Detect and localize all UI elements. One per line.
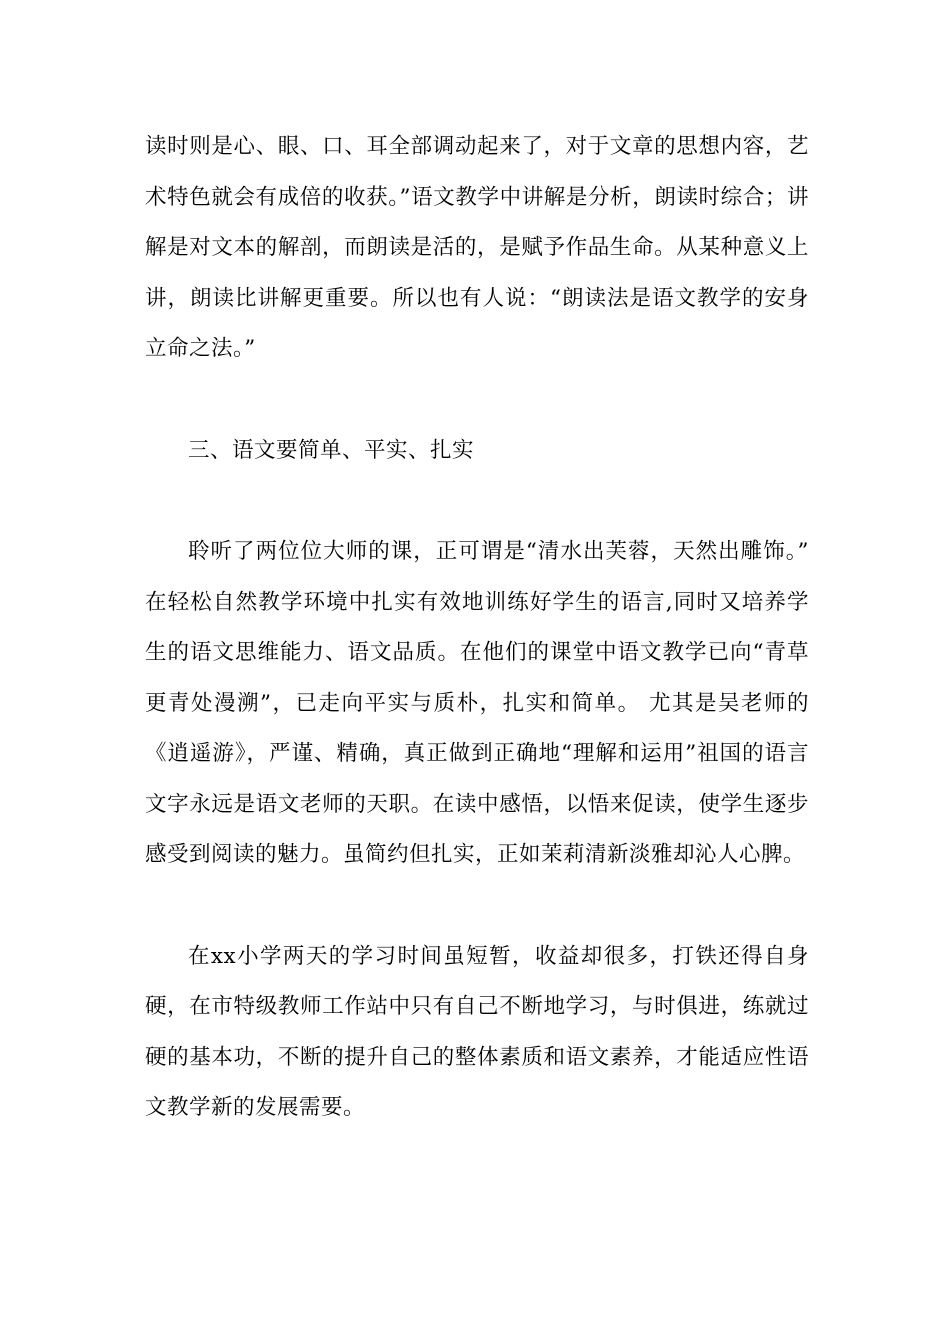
paragraph-reading-method: 读时则是心、眼、口、耳全部调动起来了，对于文章的思想内容，艺术特色就会有成倍的收获。”语文教学中讲解是分析，朗读时综合；讲解是对文本的解剖，而朗读是活的，是赋予作品生命。从某种意义上讲，朗读比讲解更重要。所以也有人说：“朗读法是语文教学的安身立命之法。” (145, 134, 809, 361)
paragraph-master-class: 聆听了两位位大师的课，正可谓是“清水出芙蓉，天然出雕饰。” 在轻松自然教学环境中扎实有效地训练好学生的语言,同时又培养学生的语文思维能力、语文品质。在他们的课堂中语文教学已向“青草更青处漫溯”，已走向平实与质朴，扎实和简单。 尤其是吴老师的《逍遥游》，严谨、精确，真正做到正确地“理解和运用”祖国的语言文字永远是语文老师的天职。在读中感悟，以悟来促读，使学生逐步感受到阅读的魅力。虽简约但扎实，正如茉莉清新淡雅却沁人心脾。 (145, 539, 809, 867)
document-body (145, 122, 809, 1134)
paragraph-spacer (145, 881, 809, 932)
paragraph-conclusion: 在xx小学两天的学习时间虽短暂，收益却很多，打铁还得自身硬，在市特级教师工作站中只有自己不断地学习，与时俱进，练就过硬的基本功，不断的提升自己的整体素质和语文素养，才能适应性语文教学新的发展需要。 (145, 943, 809, 1120)
section-heading: 三、语文要简单、平实、扎实 (188, 437, 475, 463)
paragraph-spacer (145, 476, 809, 527)
paragraph-spacer (145, 375, 809, 426)
